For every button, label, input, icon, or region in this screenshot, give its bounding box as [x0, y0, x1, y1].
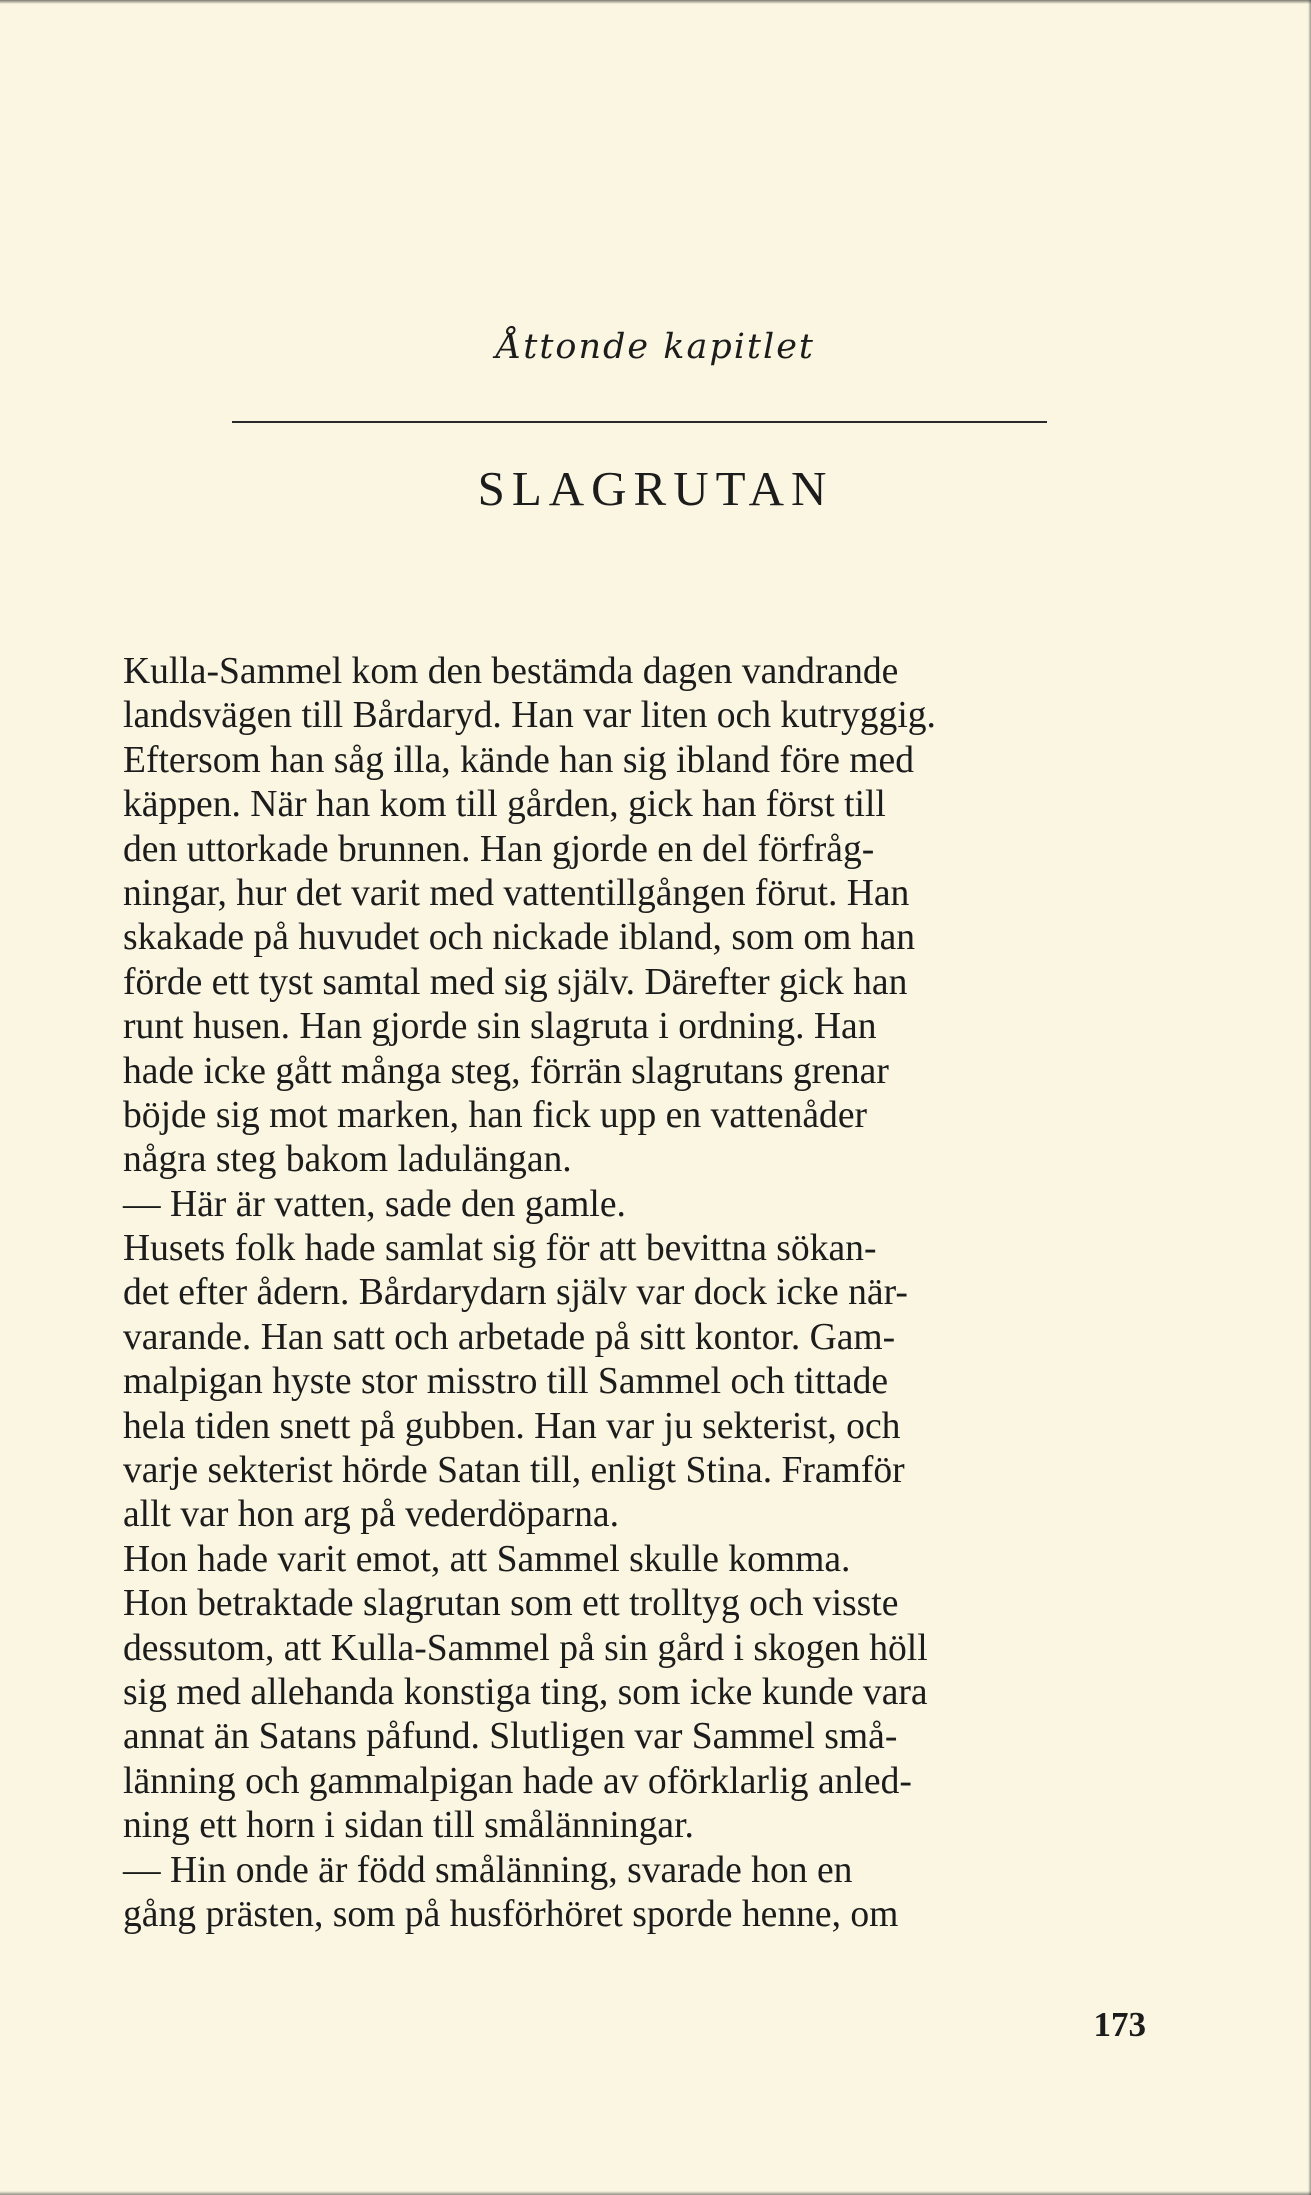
chapter-label: Åttonde kapitlet	[496, 327, 815, 367]
text-line: annat än Satans påfund. Slutligen var Sammel små-	[123, 1716, 898, 1758]
page-bottom-edge	[0, 2191, 1311, 2195]
text-line: hade icke gått många steg, förrän slagrutans grenar	[123, 1050, 889, 1092]
text-line: Hon hade varit emot, att Sammel skulle komma.	[123, 1538, 851, 1580]
text-line: gång prästen, som på husförhöret sporde henne, om	[123, 1893, 899, 1935]
text-line: ningar, hur det varit med vattentillgången förut. Han	[123, 872, 910, 914]
text-line: hela tiden snett på gubben. Han var ju sekterist, och	[123, 1405, 901, 1447]
chapter-divider	[232, 421, 1047, 423]
text-line: varje sekterist hörde Satan till, enligt Stina. Framför	[123, 1450, 905, 1492]
page-top-edge	[0, 0, 1311, 4]
text-line: — Hin onde är född smålänning, svarade hon en	[123, 1849, 853, 1891]
text-line: landsvägen till Bårdaryd. Han var liten och kutryggig.	[123, 695, 936, 737]
text-line: böjde sig mot marken, han fick upp en vattenåder	[123, 1094, 868, 1136]
text-line: dessutom, att Kulla-Sammel på sin gård i skogen höll	[123, 1627, 928, 1669]
text-line: malpigan hyste stor misstro till Sammel och tittade	[123, 1361, 889, 1403]
text-line: varande. Han satt och arbetade på sitt kontor. Gam-	[123, 1316, 896, 1358]
text-line: förde ett tyst samtal med sig själv. Därefter gick han	[123, 961, 908, 1003]
body-text	[123, 650, 1153, 1937]
text-line: Husets folk hade samlat sig för att bevittna sökan-	[123, 1228, 877, 1270]
text-line: sig med allehanda konstiga ting, som icke kunde vara	[123, 1671, 928, 1713]
chapter-title: SLAGRUTAN	[477, 461, 834, 516]
text-line: det efter ådern. Bårdarydarn själv var dock icke när-	[123, 1272, 908, 1314]
text-line: allt var hon arg på vederdöparna.	[123, 1494, 619, 1536]
text-line: käppen. När han kom till gården, gick han först till	[123, 784, 886, 826]
text-line: — Här är vatten, sade den gamle.	[123, 1183, 626, 1225]
text-line: den uttorkade brunnen. Han gjorde en del förfråg-	[123, 828, 875, 870]
text-line: ning ett horn i sidan till smålänningar.	[123, 1805, 694, 1847]
text-line: runt husen. Han gjorde sin slagruta i ordning. Han	[123, 1006, 877, 1048]
page-number: 173	[1093, 2005, 1146, 2044]
text-line: skakade på huvudet och nickade ibland, som om han	[123, 917, 916, 959]
text-line: Hon betraktade slagrutan som ett trolltyg och visste	[123, 1583, 899, 1625]
text-line: några steg bakom ladulängan.	[123, 1139, 572, 1181]
text-line: länning och gammalpigan hade av oförklarlig anled-	[123, 1760, 912, 1802]
text-line: Kulla-Sammel kom den bestämda dagen vandrande	[123, 651, 899, 692]
text-line: Eftersom han såg illa, kände han sig ibland före med	[123, 739, 914, 781]
